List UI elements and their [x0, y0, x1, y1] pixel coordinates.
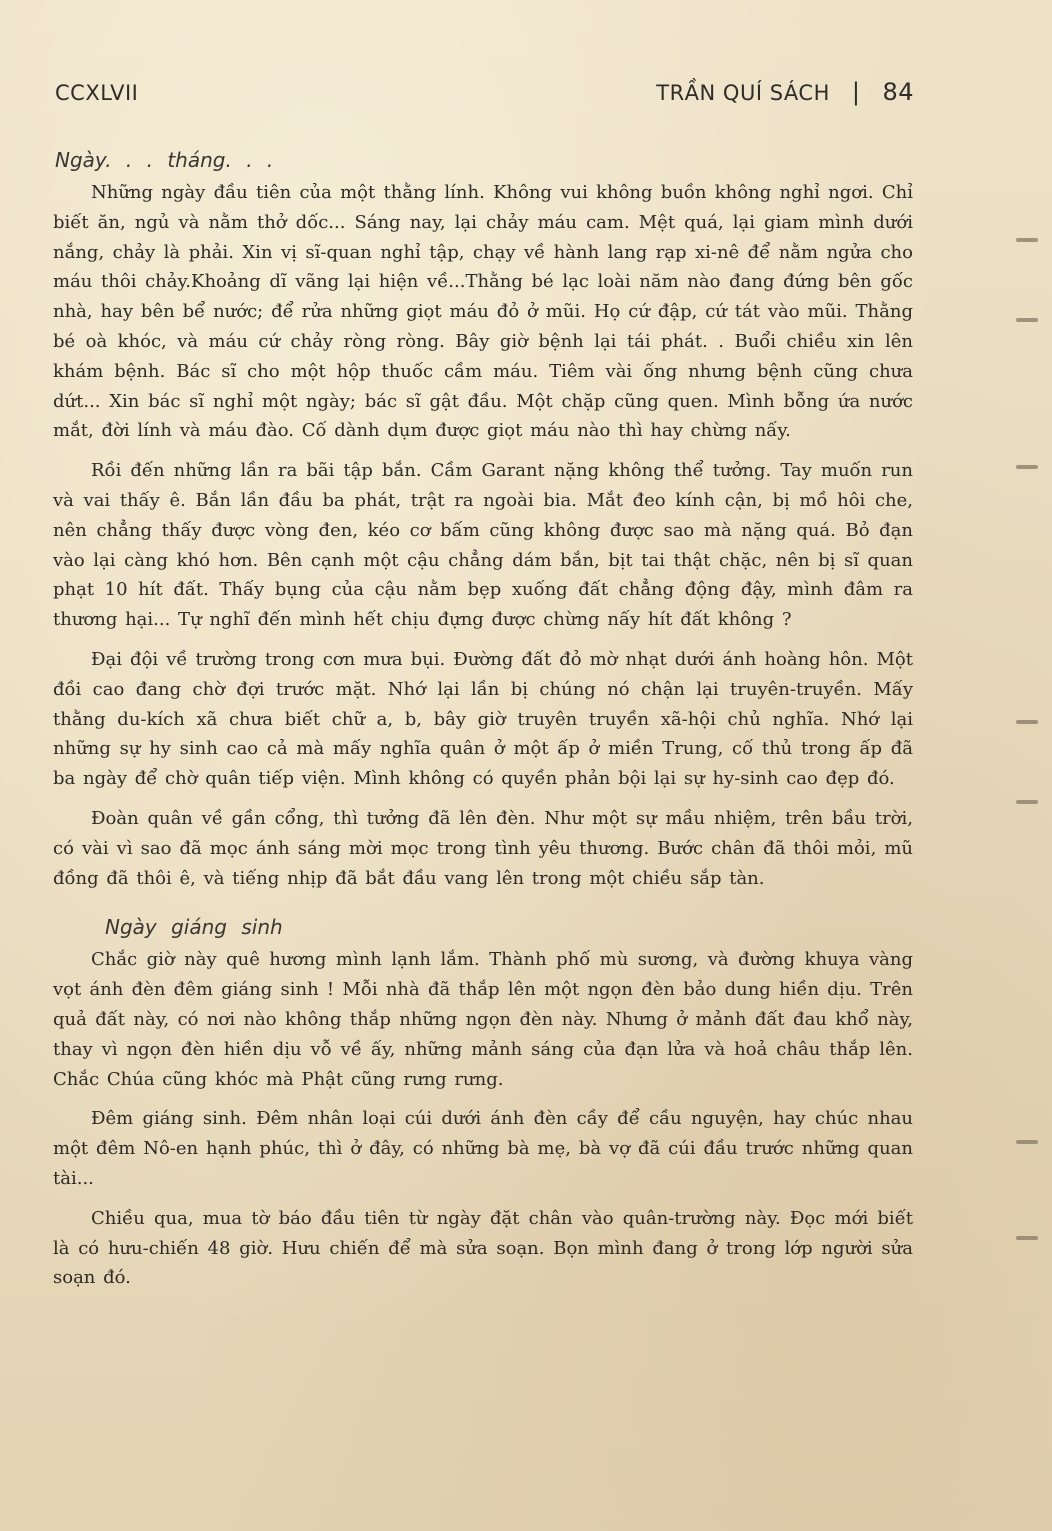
paragraph: Những ngày đầu tiên của một thằng lính. Không vui không buồn không nghỉ ngơi. Chỉ biết ăn, ngủ và nằm thở dốc... Sáng nay, lại chảy máu cam. Mệt quá, lại giam mình dưới nắng, chảy là phải. Xin vị sĩ-quan nghỉ tập, chạy về hành lang rạp xi-nê để nằm ngửa cho máu thôi chảy.Khoảng dĩ vãng lại hiện về...Thằng bé lạc loài năm nào đang đứng bên gốc nhà, hay bên bể nước; để rửa những giọt máu đỏ ở mũi. Họ cứ đập, cứ tát vào mũi. Thằng bé oà khóc, và máu cứ chảy ròng ròng. Bây giờ bệnh lại tái phát. . Buổi chiều xin lên khám bệnh. Bác sĩ cho một hộp thuốc cầm máu. Tiêm vài ống nhưng bệnh cũng chưa dứt... Xin bác sĩ nghỉ một ngày; bác sĩ gật đầu. Một chặp cũng quen. Mình bỗng ứa nước mắt, đời lính và máu đào. Cố dành dụm được giọt máu nào thì hay chừng nấy. [53, 182, 913, 442]
page-header [55, 78, 914, 106]
margin-mark [1016, 1236, 1038, 1240]
page-number: 84 [882, 78, 914, 106]
margin-mark [1016, 720, 1038, 724]
page-body [53, 148, 913, 1293]
paragraph: Rồi đến những lần ra bãi tập bắn. Cầm Garant nặng không thể tưởng. Tay muốn run và vai thấy ê. Bắn lần đầu ba phát, trật ra ngoài bia. Mắt đeo kính cận, bị mồ hôi che, nên chẳng thấy được vòng đen, kéo cơ bấm cũng không được sao mà nặng quá. Bỏ đạn vào lại càng khó hơn. Bên cạnh một cậu chẳng dám bắn, bịt tai thật chặc, nên bị sĩ quan phạt 10 hít đất. Thấy bụng của cậu nằm bẹp xuống đất chẳng động đậy, mình đâm ra thương hại... Tự nghĩ đến mình hết chịu đựng được chừng nấy hít đất không ? [53, 460, 913, 631]
christmas-heading: Ngày giáng sinh [105, 915, 283, 940]
paragraph: Đoàn quân về gần cổng, thì tưởng đã lên đèn. Như một sự mầu nhiệm, trên bầu trời, có vài vì sao đã mọc ánh sáng mời mọc trong tình yêu thương. Bước chân đã thôi mỏi, mũ đồng đã thôi ê, và tiếng nhịp đã bắt đầu vang lên trong một chiều sắp tàn. [53, 807, 913, 889]
paragraph: Chắc giờ này quê hương mình lạnh lắm. Thành phố mù sương, và đường khuya vàng vọt ánh đèn đêm giáng sinh ! Mỗi nhà đã thắp lên một ngọn đèn bảo dung hiền dịu. Trên quả đất này, có nơi nào không thắp những ngọn đèn này. Nhưng ở mảnh đất đau khổ này, thay vì ngọn đèn hiền dịu vỗ về ấy, những mảnh sáng của đạn lửa và hoả châu thắp lên. Chắc Chúa cũng khóc mà Phật cũng rưng rưng. [53, 949, 913, 1090]
entry-date-heading: Ngày. . . tháng. . . [55, 148, 274, 172]
margin-mark [1016, 238, 1038, 242]
chapter-number: CCXLVII [55, 81, 139, 105]
margin-mark [1016, 1140, 1038, 1144]
margin-mark [1016, 800, 1038, 804]
author-name: TRẦN QUÍ SÁCH [656, 81, 830, 105]
paragraph: Đêm giáng sinh. Đêm nhân loại cúi dưới ánh đèn cầy để cầu nguyện, hay chúc nhau một đêm Nô-en hạnh phúc, thì ở đây, có những bà mẹ, bà vợ đã cúi đầu trước những quan tài... [53, 1108, 913, 1189]
header-separator: | [851, 78, 861, 106]
margin-mark [1016, 318, 1038, 322]
paragraph: Chiều qua, mua tờ báo đầu tiên từ ngày đặt chân vào quân-trường này. Đọc mới biết là có hưu-chiến 48 giờ. Hưu chiến để mà sửa soạn. Bọn mình đang ở trong lớp người sửa soạn đó. [53, 1207, 913, 1289]
paragraph: Đại đội về trường trong cơn mưa bụi. Đường đất đỏ mờ nhạt dưới ánh hoàng hôn. Một đồi cao đang chờ đợi trước mặt. Nhớ lại lần bị chúng nó chận lại truyên-truyền. Mấy thằng du-kích xã chưa biết chữ a, b, bây giờ truyên truyền xã-hội chủ nghĩa. Nhớ lại những sự hy sinh cao cả mà mấy nghĩa quân ở một ấp ở miền Trung, cố thủ trong ấp đã ba ngày để chờ quân tiếp viện. Mình không có quyền phản bội lại sự hy-sinh cao đẹp đó. [53, 648, 913, 790]
margin-mark [1016, 465, 1038, 469]
header-right [656, 78, 914, 106]
